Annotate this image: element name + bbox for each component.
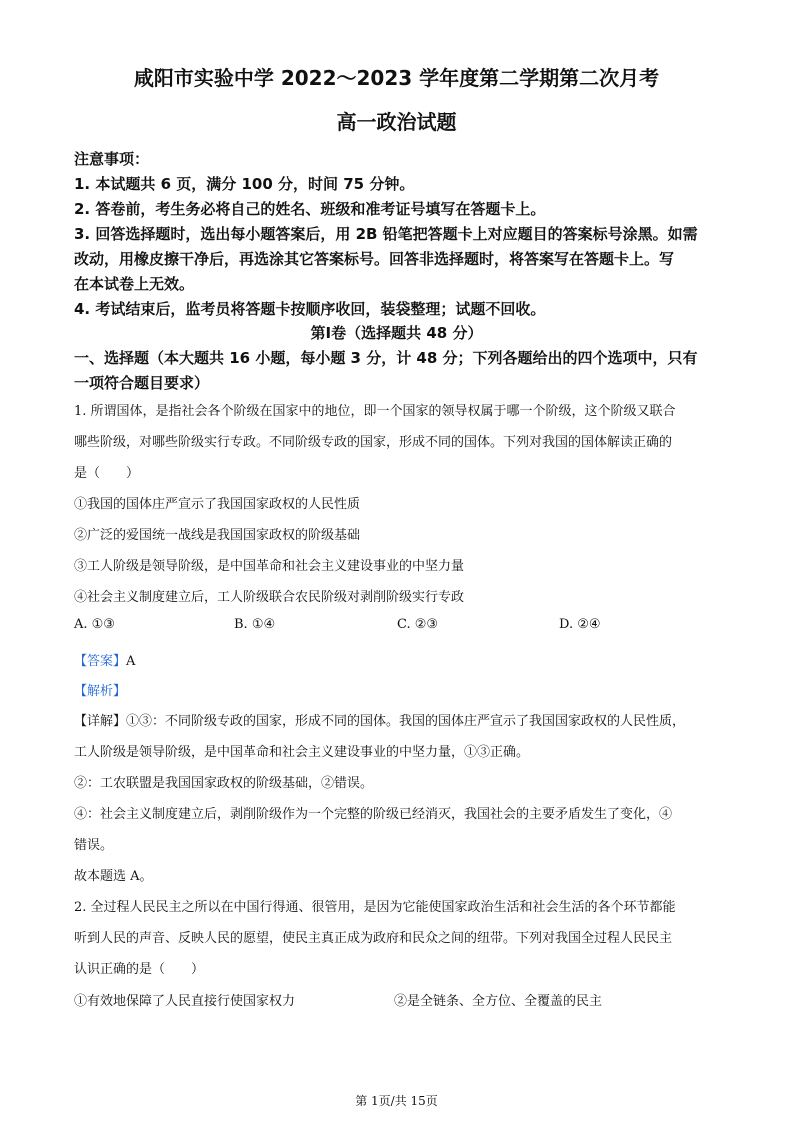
exam-subtitle: 高一政治试题 [336, 110, 457, 134]
q2-statement: ①有效地保障了人民直接行使国家权力 [74, 994, 296, 1009]
q1-option-b: B. ①④ [234, 617, 276, 632]
q1-explanation: 错误。 [74, 838, 114, 853]
q1-explanation: 工人阶级是领导阶级，是中国革命和社会主义建设事业的中坚力量，①③正确。 [74, 745, 530, 760]
q1-statement: ③工人阶级是领导阶级，是中国革命和社会主义建设事业的中坚力量 [74, 559, 465, 574]
q2-stem: 2. 全过程人民民主之所以在中国行得通、很管用，是因为它能使国家政治生活和社会生活的各个环节都能 [74, 900, 676, 915]
q1-answer-line [74, 650, 135, 669]
analysis-tag: 【解析】 [74, 684, 127, 699]
q1-explanation: 故本题选 A。 [74, 869, 153, 884]
q1-statement: ①我国的国体庄严宣示了我国国家政权的人民性质 [74, 497, 361, 512]
notice-line: 在本试卷上无效。 [74, 275, 195, 293]
q2-stem: 听到人民的声音、反映人民的愿望，使民主真正成为政府和民众之间的纽带。下列对我国全过程人民民主 [74, 931, 673, 946]
q2-statement: ②是全链条、全方位、全覆盖的民主 [394, 994, 603, 1009]
exam-title: 咸阳市实验中学 2022～2023 学年度第二学期第二次月考 [133, 66, 660, 90]
q1-stem: 是（ ） [74, 466, 140, 481]
answer-value: A [126, 654, 136, 669]
notice-line: 2. 答卷前，考生务必将自己的姓名、班级和准考证号填写在答题卡上。 [74, 200, 546, 218]
q1-stem: 1. 所谓国体，是指社会各个阶级在国家中的地位，即一个国家的领导权属于哪一个阶级，这个阶级又联合 [74, 404, 676, 419]
answer-tag: 【答案】 [74, 654, 127, 669]
q1-explanation: 【详解】①③：不同阶级专政的国家，形成不同的国体。我国的国体庄严宣示了我国国家政权的人民性质， [74, 714, 686, 729]
section-instruction: 一、选择题（本大题共 16 小题，每小题 3 分，计 48 分；下列各题给出的四个选项中，只有 [74, 349, 698, 367]
q1-statement: ②广泛的爱国统一战线是我国国家政权的阶级基础 [74, 528, 361, 543]
notice-line: 3. 回答选择题时，选出每小题答案后，用 2B 铅笔把答题卡上对应题目的答案标号涂黑。如需 [74, 225, 698, 243]
q1-statement: ④社会主义制度建立后，工人阶级联合农民阶级对剥削阶级实行专政 [74, 590, 465, 605]
q1-option-d: D. ②④ [559, 617, 601, 632]
q1-explanation: ②：工农联盟是我国国家政权的阶级基础，②错误。 [74, 776, 374, 791]
notice-line: 1. 本试题共 6 页，满分 100 分，时间 75 分钟。 [74, 175, 415, 193]
q1-stem: 哪些阶级，对哪些阶级实行专政。不同阶级专政的国家，形成不同的国体。下列对我国的国体解读正确的 [74, 435, 673, 450]
section-instruction: 一项符合题目要求） [74, 374, 210, 392]
notice-line: 改动，用橡皮擦干净后，再选涂其它答案标号。回答非选择题时，将答案写在答题卡上。写 [74, 250, 675, 268]
q2-stem: 认识正确的是（ ） [74, 962, 205, 977]
section-title: 第Ⅰ卷（选择题共 48 分） [310, 324, 483, 342]
page-footer: 第 1页/共 15页 [355, 1094, 438, 1108]
q1-option-c: C. ②③ [397, 617, 439, 632]
notice-heading: 注意事项： [74, 150, 150, 168]
q1-option-a: A. ①③ [74, 617, 115, 632]
notice-line: 4. 考试结束后，监考员将答题卡按顺序收回，装袋整理；试题不回收。 [74, 300, 546, 318]
q1-explanation: ④：社会主义制度建立后，剥削阶级作为一个完整的阶级已经消灭，我国社会的主要矛盾发生了变化，④ [74, 807, 673, 822]
